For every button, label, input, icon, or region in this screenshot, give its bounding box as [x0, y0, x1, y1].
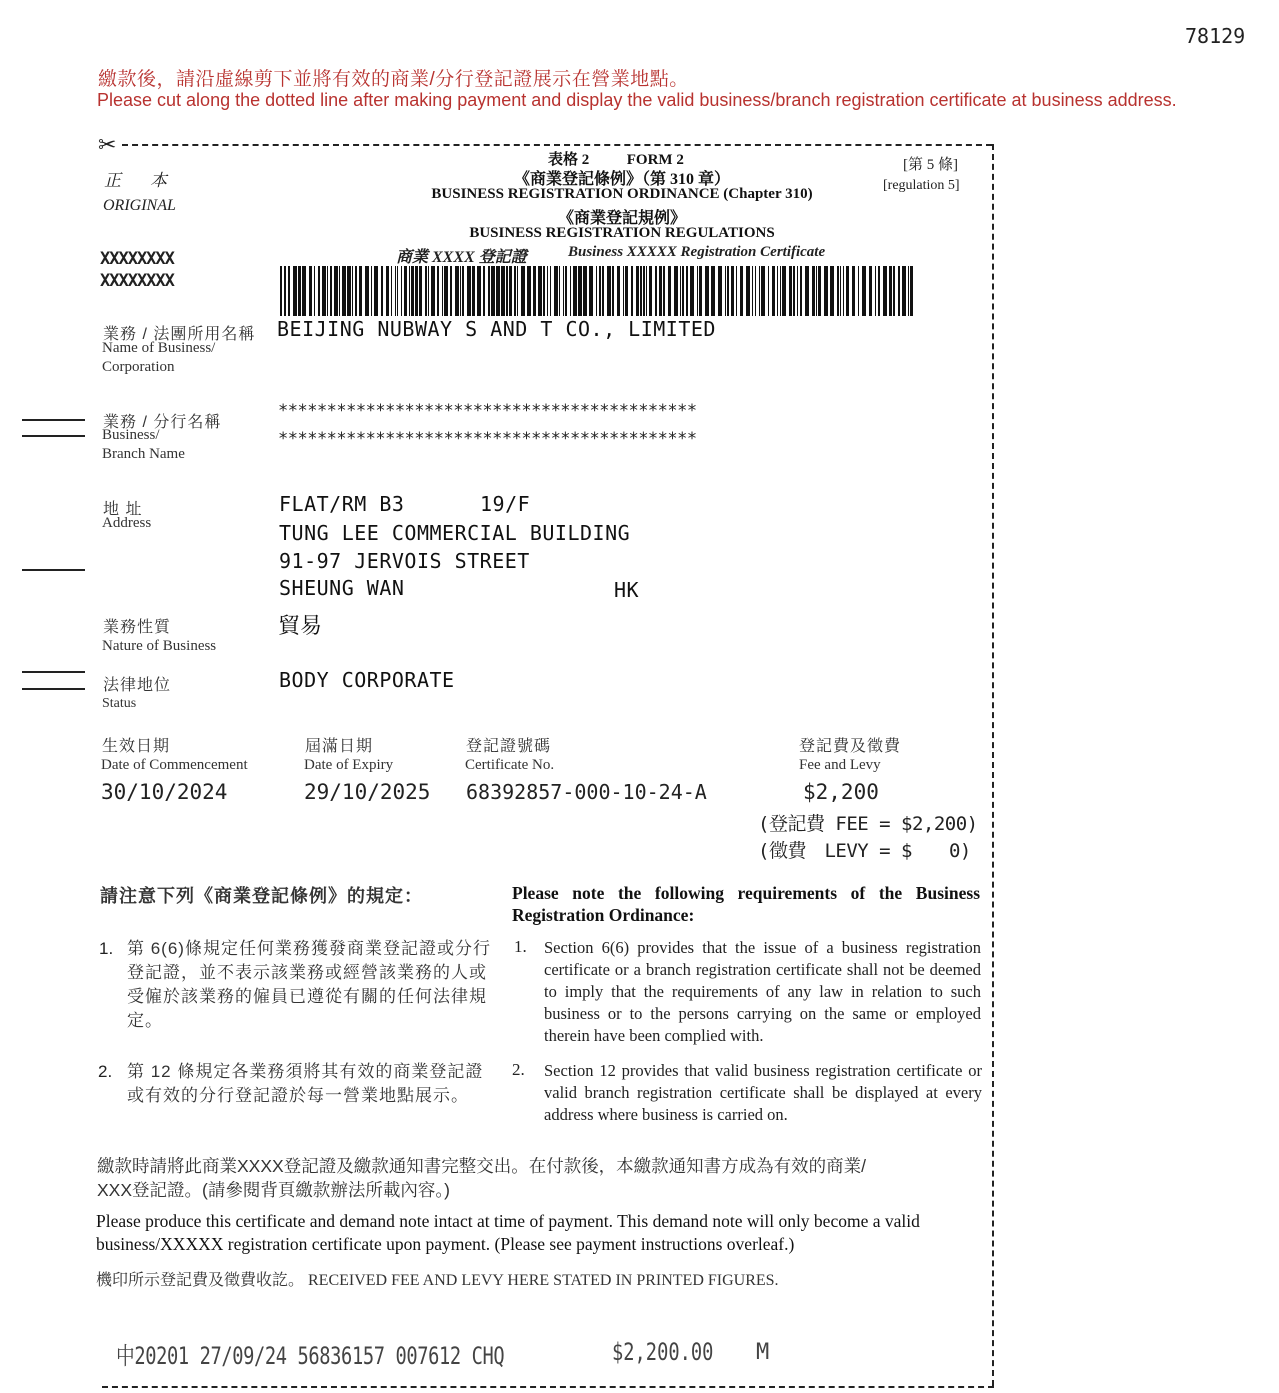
margin-mark-2 [22, 435, 85, 437]
barcode-bar [314, 266, 315, 316]
barcode-bar [746, 266, 750, 316]
barcode-bar [674, 266, 678, 316]
barcode-bar [816, 266, 817, 316]
barcode-bar [893, 266, 895, 316]
address-region: HK [614, 578, 640, 602]
barcode-bar [797, 266, 798, 316]
barcode-bar [322, 266, 326, 316]
barcode-bar [761, 266, 765, 316]
barcode-bar [288, 266, 290, 316]
nature-label-zh: 業務性質 [103, 619, 172, 636]
barcode-bar [374, 266, 378, 316]
barcode-bar [682, 266, 684, 316]
barcode-bar [680, 266, 681, 316]
barcode-bar [444, 266, 448, 316]
barcode-bar [875, 266, 876, 316]
receipt-amount: $2,200.00 [612, 1338, 714, 1366]
barcode-bar [812, 266, 815, 316]
expiry-label-en: Date of Expiry [304, 757, 394, 773]
original-label-en: ORIGINAL [103, 197, 176, 214]
barcode-bar [636, 266, 639, 316]
barcode [280, 266, 914, 316]
barcode-bar [883, 266, 887, 316]
barcode-bar [830, 266, 834, 316]
branch-name-label-en-1: Business/ [102, 427, 160, 443]
barcode-bar [655, 266, 657, 316]
business-name-label-en-1: Name of Business/ [102, 340, 216, 356]
barcode-bar [718, 266, 722, 316]
barcode-bar [668, 266, 671, 316]
cut-line-top [122, 144, 992, 146]
margin-mark-1 [22, 419, 85, 421]
branch-name-label-zh: 業務 / 分行名稱 [103, 414, 222, 431]
barcode-bar [415, 266, 418, 316]
branch-name-value-1: ******************************************* [278, 401, 697, 421]
note-2-zh: 第 12 條規定各業務須將其有效的商業登記證或有效的分行登記證於每一營業地點展示。 [127, 1062, 484, 1105]
address-label-zh: 地 址 [103, 501, 143, 518]
regulation-ref-zh: [第 5 條] [903, 157, 958, 173]
barcode-bar [491, 266, 495, 316]
barcode-bar [334, 266, 338, 316]
barcode-bar [559, 266, 560, 316]
receipt-mark: M [756, 1340, 770, 1365]
barcode-bar [690, 266, 694, 316]
barcode-bar [411, 266, 414, 316]
original-label-zh: 正 本 [104, 171, 173, 190]
barcode-bar [878, 266, 880, 316]
barcode-bar [342, 266, 346, 316]
barcode-bar [506, 266, 508, 316]
barcode-bar [578, 266, 582, 316]
form-number-en: FORM 2 [626, 152, 684, 168]
barcode-bar [736, 266, 737, 316]
barcode-bar [488, 266, 490, 316]
nature-label-en: Nature of Business [102, 638, 217, 654]
address-label-en: Address [102, 515, 152, 531]
barcode-bar [908, 266, 909, 316]
barcode-bar [686, 266, 688, 316]
margin-mark-3 [22, 569, 85, 571]
commencement-label-en: Date of Commencement [101, 757, 248, 773]
barcode-bar [509, 266, 512, 316]
barcode-bar [521, 266, 525, 316]
barcode-bar [437, 266, 439, 316]
barcode-bar [298, 266, 301, 316]
barcode-bar [731, 266, 734, 316]
barcode-bar [898, 266, 900, 316]
barcode-bar [309, 266, 312, 316]
barcode-bar [862, 266, 866, 316]
certificate-no-label-en: Certificate No. [465, 757, 555, 773]
barcode-bar [565, 266, 567, 316]
barcode-bar [327, 266, 328, 316]
barcode-bar [425, 266, 427, 316]
barcode-bar [517, 266, 518, 316]
fee-label-zh: 登記費及徵費 [799, 738, 902, 755]
barcode-bar [391, 266, 392, 316]
barcode-bar [293, 266, 297, 316]
barcode-bar [330, 266, 332, 316]
regulation-ref-en: [regulation 5] [883, 178, 960, 193]
barcode-bar [428, 266, 429, 316]
barcode-bar [843, 266, 844, 316]
barcode-bar [625, 266, 628, 316]
levy-breakdown: (徵費 LEVY = $ 0) [758, 840, 971, 862]
note-2-number-zh: 2. [98, 1062, 113, 1081]
barcode-bar [543, 266, 545, 316]
margin-mark-4 [22, 671, 85, 673]
address-line-2: TUNG LEE COMMERCIAL BUILDING [279, 521, 631, 545]
barcode-bar [846, 266, 849, 316]
barcode-bar [365, 266, 369, 316]
barcode-bar [450, 266, 452, 316]
barcode-bar [538, 266, 542, 316]
barcode-bar [563, 266, 564, 316]
status-label-zh: 法律地位 [103, 677, 172, 694]
note-1-zh: 第 6(6)條規定任何業務獲發商業登記證或分行登記證，並不表示該業務或經營該業務的人或受僱於該業務的僱員已遵從有關的任何法律規定。 [127, 939, 491, 1030]
barcode-bar [755, 266, 756, 316]
barcode-bar [514, 266, 516, 316]
barcode-bar [805, 266, 809, 316]
barcode-bar [697, 266, 698, 316]
barcode-bar [759, 266, 760, 316]
barcode-bar [419, 266, 422, 316]
barcode-bar [840, 266, 841, 316]
barcode-bar [442, 266, 443, 316]
barcode-bar [570, 266, 571, 316]
expiry-value: 29/10/2025 [304, 780, 431, 804]
barcode-bar [404, 266, 407, 316]
certificate-title-zh: 商業 XXXX 登記證 [396, 249, 527, 266]
cut-line-right [992, 144, 994, 1386]
certificate-no-value: 68392857-000-10-24-A [466, 780, 707, 804]
business-name-value: BEIJING NUBWAY S AND T CO., LIMITED [277, 317, 716, 341]
branch-name-value-2: ******************************************* [278, 429, 697, 449]
business-name-label-en-2: Corporation [102, 359, 175, 375]
address-line-1: FLAT/RM B3 [279, 492, 405, 516]
notes-heading-zh: 請注意下列《商業登記條例》的規定： [100, 886, 423, 906]
barcode-bar [727, 266, 729, 316]
margin-mark-5 [22, 688, 85, 690]
barcode-bar [371, 266, 372, 316]
barcode-bar [472, 266, 475, 316]
barcode-bar [631, 266, 633, 316]
barcode-bar [496, 266, 500, 316]
barcode-bar [302, 266, 306, 316]
barcode-bar [589, 266, 593, 316]
barcode-bar [612, 266, 614, 316]
note-1-number-en: 1. [514, 937, 527, 956]
barcode-bar [777, 266, 778, 316]
barcode-bar [617, 266, 620, 316]
certificate-no-label-zh: 登記證號碼 [466, 738, 552, 755]
barcode-bar [699, 266, 702, 316]
notes-heading-en: Please note the following requirements of the Business Registration Ordinance: [512, 883, 980, 925]
barcode-bar [649, 266, 652, 316]
barcode-bar [800, 266, 802, 316]
barcode-bar [460, 266, 461, 316]
barcode-bar [793, 266, 795, 316]
address-line-3: 91-97 JERVOIS STREET [279, 549, 530, 573]
barcode-bar [355, 266, 357, 316]
certificate-title-en: Business XXXXX Registration Certificate [568, 244, 826, 260]
expiry-label-zh: 屆滿日期 [305, 738, 374, 755]
barcode-bar [284, 266, 286, 316]
payment-note-en-1: Please produce this certificate and demand note intact at time of payment. This demand note will only become a valid [96, 1211, 920, 1231]
barcode-bar [659, 266, 662, 316]
barcode-bar [477, 266, 481, 316]
barcode-bar [554, 266, 558, 316]
barcode-bar [547, 266, 548, 316]
ordinance-zh: 《商業登記條例》（第 310 章） [513, 171, 730, 188]
masked-code-2: XXXXXXXX [100, 271, 174, 291]
barcode-bar [824, 266, 828, 316]
payment-note-zh-1: 繳款時請將此商業XXXX登記證及繳款通知書完整交出。在付款後，本繳款通知書方成為有效的商業/ [97, 1156, 867, 1176]
barcode-bar [395, 266, 396, 316]
barcode-bar [711, 266, 715, 316]
barcode-bar [527, 266, 531, 316]
note-2-en: Section 12 provides that valid business registration certificate or valid branch registration certificate shall be displayed at every address where business is carried on. [544, 1061, 982, 1124]
form-number-zh: 表格 2 [548, 152, 590, 168]
barcode-bar [431, 266, 435, 316]
barcode-bar [462, 266, 464, 316]
barcode-bar [646, 266, 647, 316]
barcode-bar [352, 266, 353, 316]
barcode-bar [640, 266, 642, 316]
barcode-bar [858, 266, 859, 316]
barcode-bar [318, 266, 320, 316]
payment-note-zh-2: XXX登記證。(請參閱背頁繳款辦法所載內容。) [97, 1180, 450, 1200]
commencement-label-zh: 生效日期 [102, 738, 171, 755]
received-fee-note: 機印所示登記費及徵費收訖。 RECEIVED FEE AND LEVY HERE STATED IN PRINTED FIGURES. [96, 1272, 779, 1289]
barcode-bar [780, 266, 781, 316]
barcode-bar [725, 266, 726, 316]
cut-notice-zh: 繳款後，請沿虛線剪下並將有效的商業/分行登記證展示在營業地點。 [98, 69, 689, 90]
barcode-bar [347, 266, 351, 316]
document-number: 78129 [1185, 24, 1246, 48]
scissors-icon: ✂ [98, 132, 117, 157]
fee-breakdown: (登記費 FEE = $2,200) [758, 813, 978, 835]
barcode-bar [550, 266, 551, 316]
commencement-value: 30/10/2024 [101, 780, 228, 804]
barcode-bar [409, 266, 410, 316]
payment-note-en-2: business/XXXXX registration certificate upon payment. (Please see payment instructions overleaf.) [96, 1234, 795, 1254]
masked-code-1: XXXXXXXX [100, 249, 174, 269]
barcode-bar [607, 266, 611, 316]
barcode-bar [818, 266, 821, 316]
address-line-4: SHEUNG WAN [279, 576, 405, 600]
barcode-bar [602, 266, 604, 316]
barcode-bar [852, 266, 855, 316]
note-1-en: Section 6(6) provides that the issue of a business registration certificate or a branch registration certificate shall not be deemed to imply that the requirements of any law in relation to such business or to the persons carrying on the same or employed therein have been complied with. [544, 938, 981, 1045]
branch-name-label-en-2: Branch Name [102, 446, 185, 462]
barcode-bar [501, 266, 505, 316]
address-floor: 19/F [480, 492, 531, 516]
barcode-bar [902, 266, 906, 316]
fee-label-en: Fee and Levy [799, 757, 881, 773]
business-name-label-zh: 業務 / 法團所用名稱 [103, 326, 256, 343]
barcode-bar [386, 266, 389, 316]
barcode-bar [533, 266, 536, 316]
barcode-bar [401, 266, 402, 316]
barcode-bar [768, 266, 769, 316]
cut-notice-en: Please cut along the dotted line after making payment and display the valid business/branch registration certificate at business address. [97, 90, 1177, 110]
barcode-bar [789, 266, 792, 316]
barcode-bar [455, 266, 459, 316]
barcode-bar [752, 266, 753, 316]
regulations-en: BUSINESS REGISTRATION REGULATIONS [469, 225, 775, 241]
note-1-number-zh: 1. [99, 939, 114, 958]
barcode-bar [772, 266, 775, 316]
barcode-bar [837, 266, 839, 316]
barcode-bar [280, 266, 282, 316]
barcode-bar [643, 266, 645, 316]
barcode-bar [467, 266, 471, 316]
barcode-bar [397, 266, 398, 316]
barcode-bar [910, 266, 913, 316]
barcode-bar [573, 266, 577, 316]
barcode-bar [339, 266, 340, 316]
cut-line-bottom [102, 1386, 994, 1388]
barcode-bar [889, 266, 892, 316]
barcode-bar [583, 266, 587, 316]
barcode-bar [599, 266, 601, 316]
nature-value: 貿易 [278, 613, 323, 638]
receipt-line: 中20201 27/09/24 56836157 007612 CHQ [116, 1342, 505, 1370]
barcode-bar [596, 266, 597, 316]
barcode-bar [705, 266, 709, 316]
barcode-bar [663, 266, 665, 316]
barcode-bar [740, 266, 743, 316]
barcode-bar [782, 266, 786, 316]
note-2-number-en: 2. [512, 1060, 525, 1079]
barcode-bar [381, 266, 383, 316]
fee-value: $2,200 [803, 780, 879, 804]
barcode-bar [359, 266, 362, 316]
barcode-bar [483, 266, 485, 316]
barcode-bar [623, 266, 624, 316]
status-value: BODY CORPORATE [279, 668, 455, 692]
status-label-en: Status [102, 696, 137, 711]
barcode-bar [869, 266, 872, 316]
ordinance-en: BUSINESS REGISTRATION ORDINANCE (Chapter 310) [431, 186, 813, 202]
regulations-zh: 《商業登記規例》 [557, 210, 686, 227]
